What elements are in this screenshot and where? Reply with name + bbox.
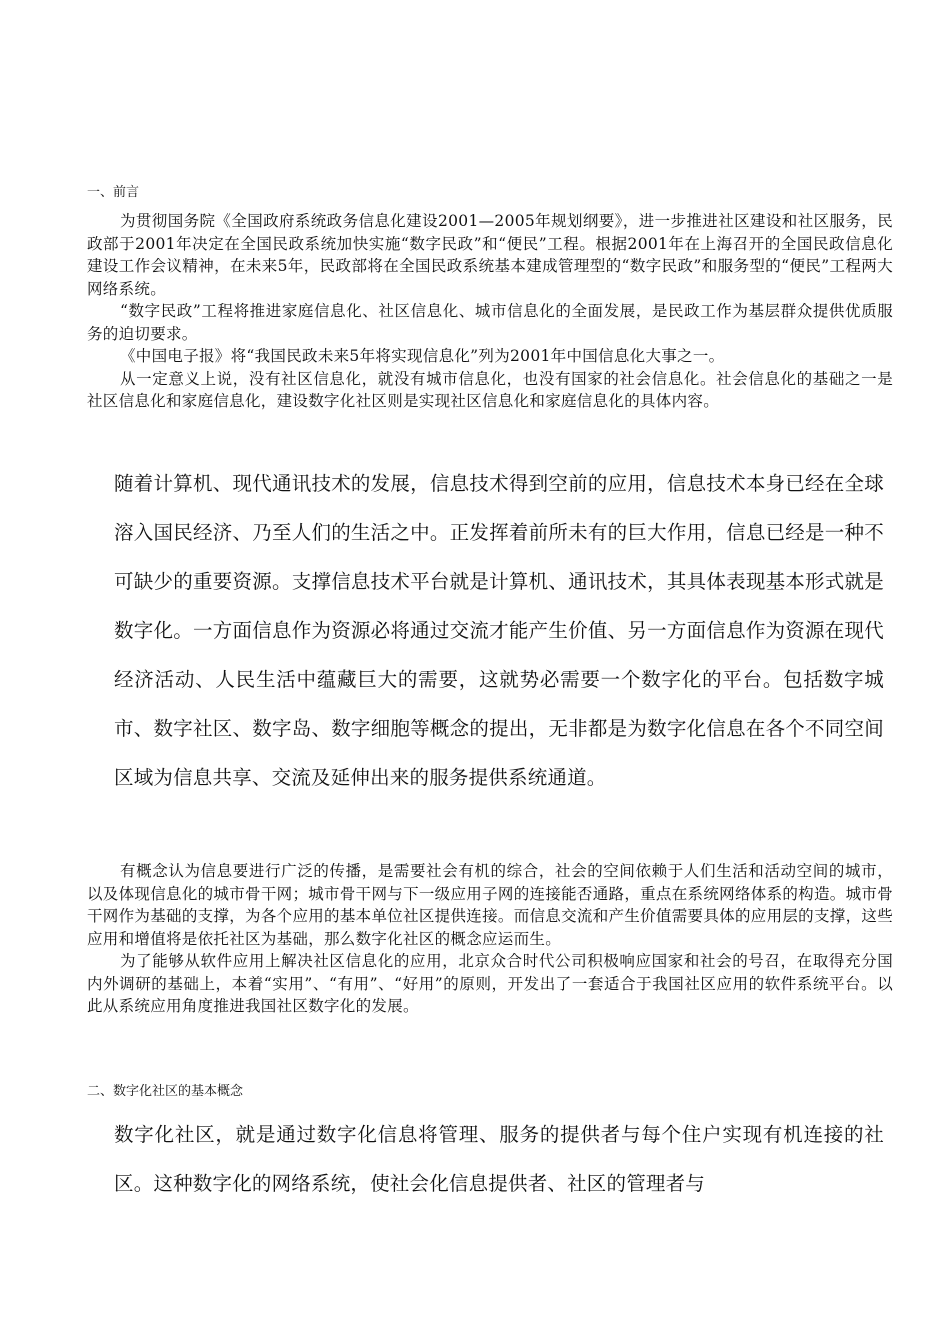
paragraph: “数字民政”工程将推进家庭信息化、社区信息化、城市信息化的全面发展，是民政工作为基层群众提供优质服务的迫切要求。 xyxy=(87,302,893,343)
large-paragraph: 随着计算机、现代通讯技术的发展，信息技术得到空前的应用，信息技术本身已经在全球溶入国民经济、乃至人们的生活之中。正发挥着前所未有的巨大作用，信息已经是一种不可缺少的重要资源。支撑信息技术平台就是计算机、通讯技术，其具体表现基本形式就是数字化。一方面信息作为资源必将通过交流才能产生价值、另一方面信息作为资源在现代经济活动、人民生活中蕴藏巨大的需要，这就势必需要一个数字化的平台。包括数字城市、数字社区、数字岛、数字细胞等概念的提出，无非都是为数字化信息在各个不同空间区域为信息共享、交流及延伸出来的服务提供系统通道。 xyxy=(114,472,884,789)
section-1-title: 一、前言 xyxy=(87,185,140,200)
paragraph: 《中国电子报》将“我国民政未来5年将实现信息化”列为2001年中国信息化大事之一。 xyxy=(120,347,725,365)
section-2-title: 二、数字化社区的基本概念 xyxy=(87,1084,244,1099)
section-2-large-text xyxy=(114,1110,884,1208)
large-paragraph: 数字化社区，就是通过数字化信息将管理、服务的提供者与每个住户实现有机连接的社区。这种数字化的网络系统，使社会化信息提供者、社区的管理者与 xyxy=(114,1123,884,1195)
paragraph: 为了能够从软件应用上解决社区信息化的应用，北京众合时代公司积极响应国家和社会的号召，在取得充分国内外调研的基础上，本着“实用”、“有用”、“好用”的原则，开发出了一套适合于我国社区应用的软件系统平台。以此从系统应用角度推进我国社区数字化的发展。 xyxy=(87,952,893,1015)
section-1-intro xyxy=(87,210,893,413)
paragraph: 为贯彻国务院《全国政府系统政务信息化建设2001—2005年规划纲要》，进一步推进社区建设和社区服务，民政部于2001年决定在全国民政系统加快实施“数字民政”和“便民”工程。根据2001年在上海召开的全国民政信息化建设工作会议精神，在未来5年，民政部将在全国民政系统基本建成管理型的“数字民政”和服务型的“便民”工程两大网络系统。 xyxy=(87,212,893,298)
section-1-large-text xyxy=(114,459,884,802)
paragraph: 有概念认为信息要进行广泛的传播，是需要社会有机的综合，社会的空间依赖于人们生活和活动空间的城市，以及体现信息化的城市骨干网；城市骨干网与下一级应用子网的连接能否通路，重点在系统网络体系的构造。城市骨干网作为基础的支撑，为各个应用的基本单位社区提供连接。而信息交流和产生价值需要具体的应用层的支撑，这些应用和增值将是依托社区为基础，那么数字化社区的概念应运而生。 xyxy=(87,862,893,948)
paragraph: 从一定意义上说，没有社区信息化，就没有城市信息化，也没有国家的社会信息化。社会信息化的基础之一是社区信息化和家庭信息化，建设数字化社区则是实现社区信息化和家庭信息化的具体内容。 xyxy=(87,369,893,410)
section-1-body xyxy=(87,860,893,1018)
